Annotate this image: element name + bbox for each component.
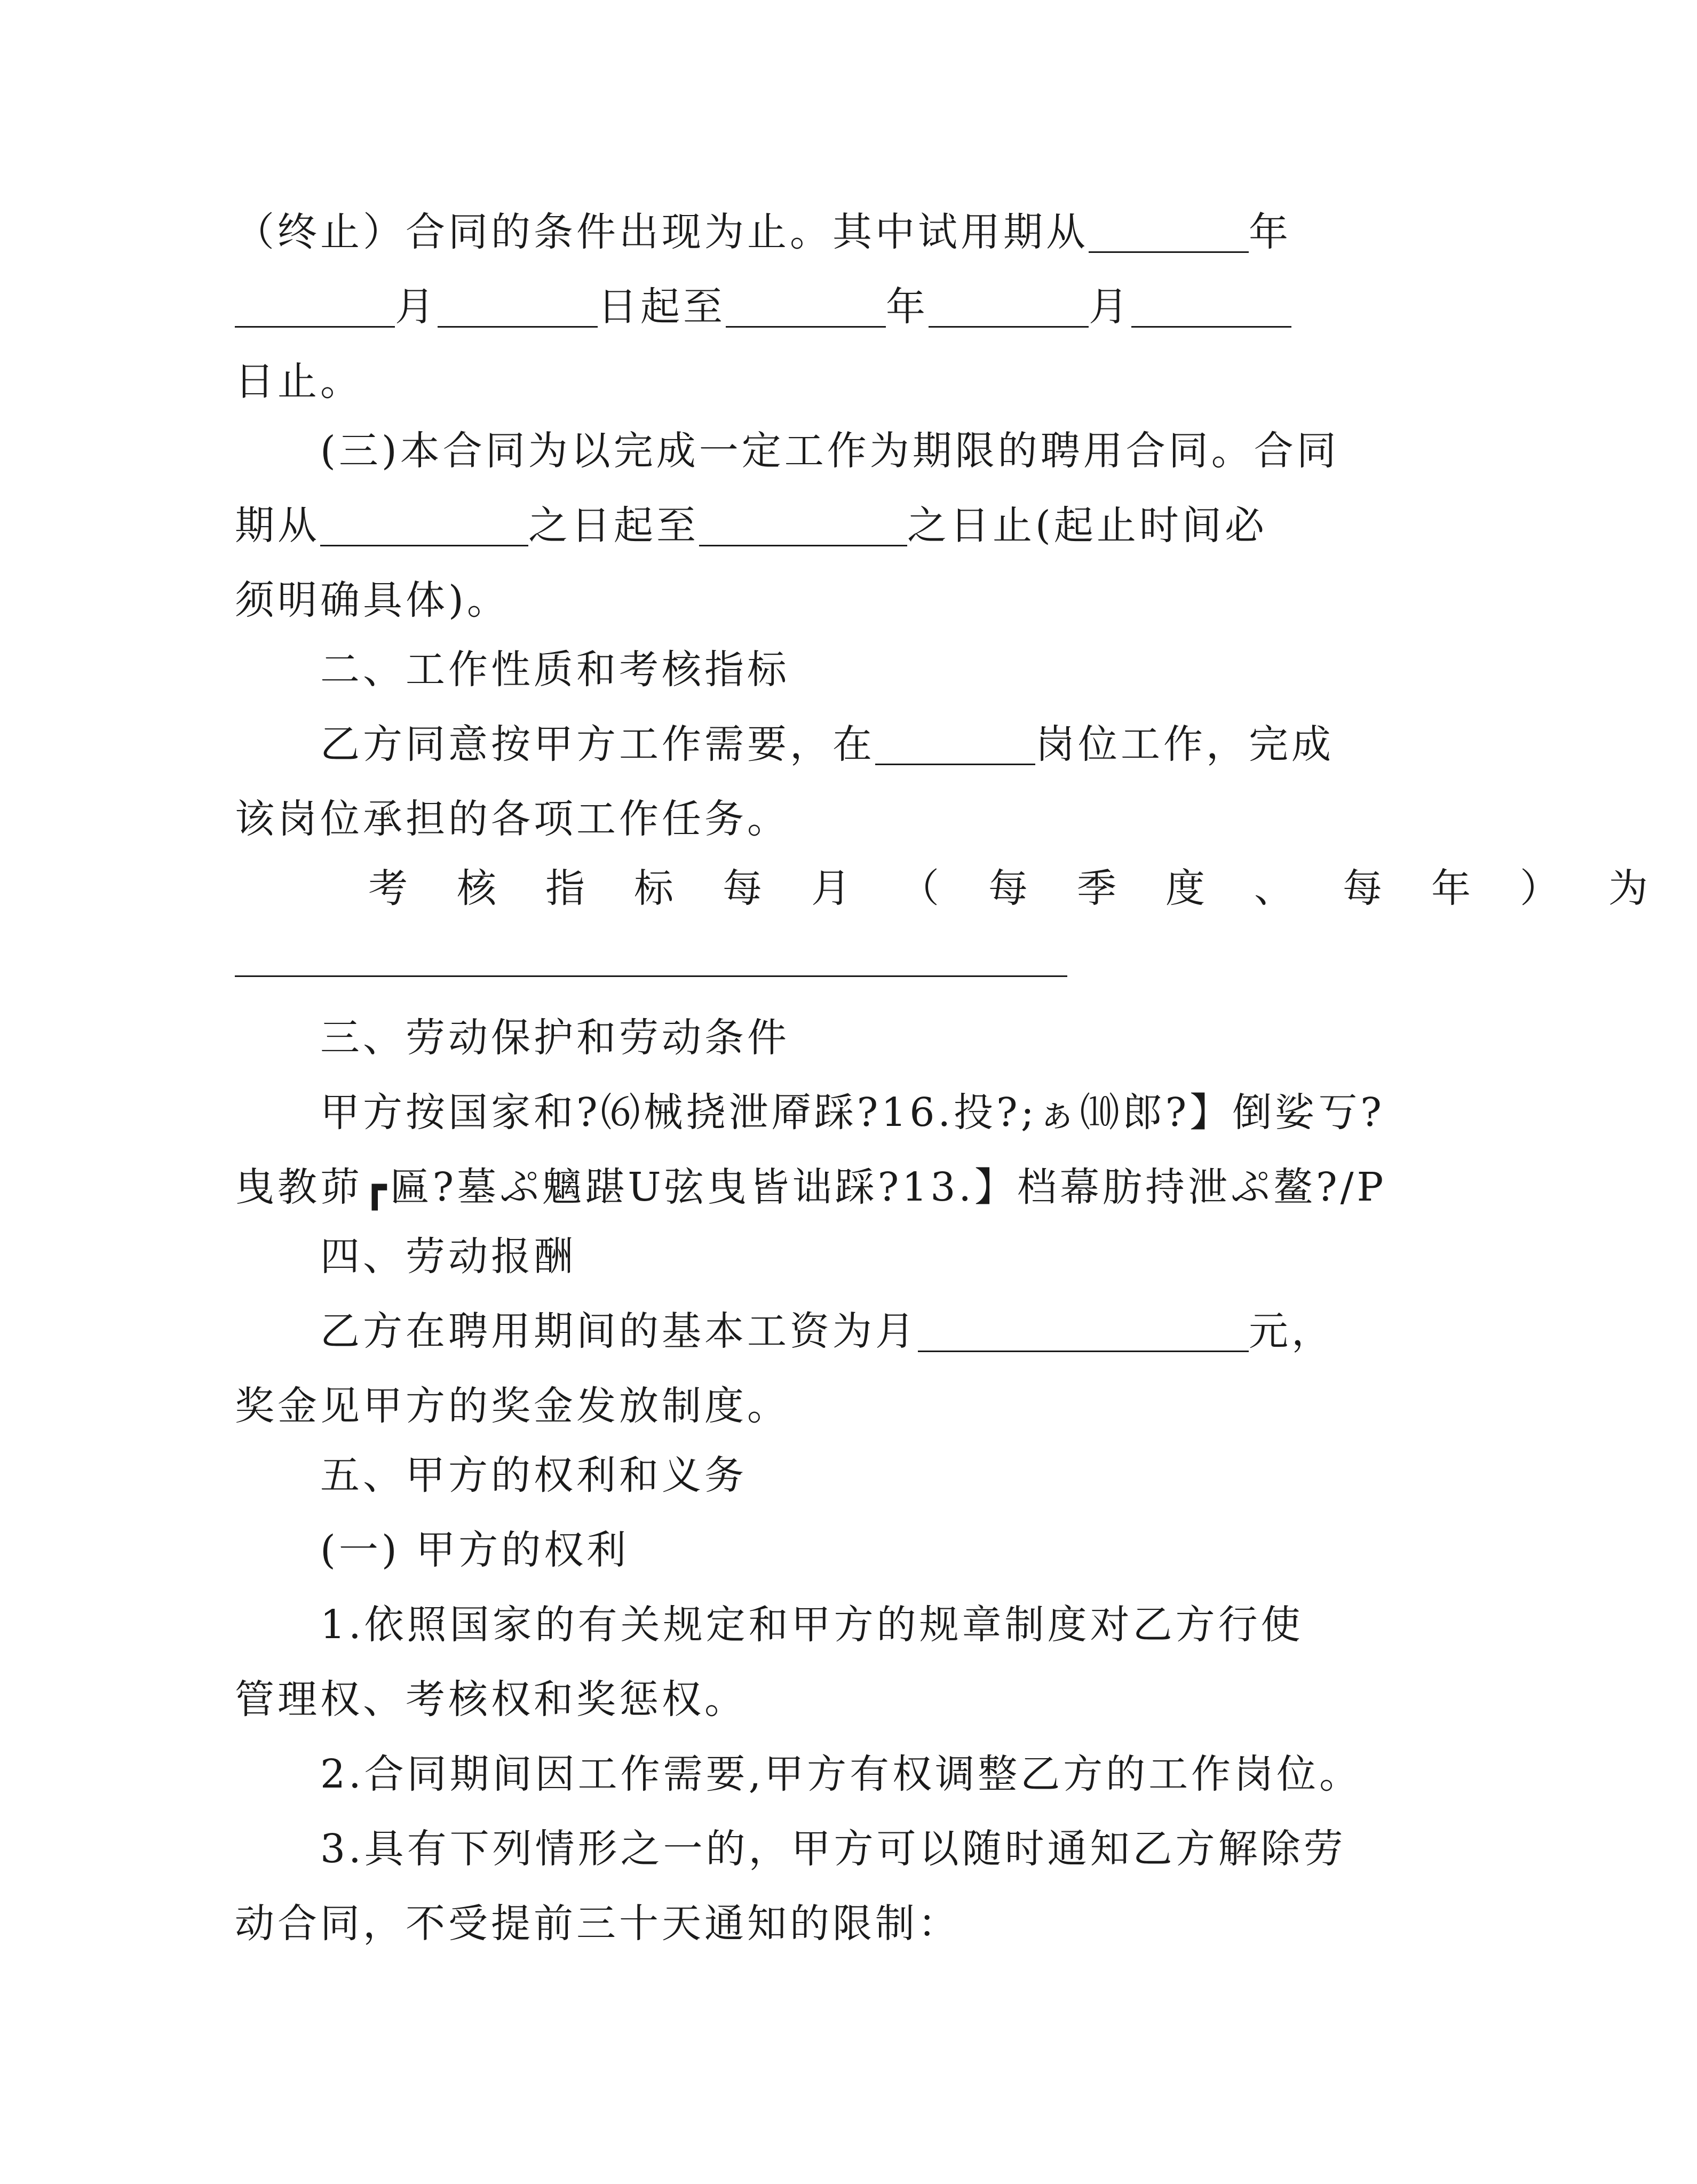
text-line-spread: 考核指标每月（每季度、每年）为 xyxy=(368,865,1697,911)
text-span: 月 xyxy=(395,284,438,330)
text-line: 该岗位承担的各项工作任务。 xyxy=(235,796,790,842)
text-line xyxy=(235,503,1313,549)
paragraph-start: (三)本合同为以完成一定工作为期限的聘用合同。合同 xyxy=(320,428,1339,474)
text-span: （终止）合同的条件出现为止。其中试用期从 xyxy=(235,209,1089,255)
subsection-heading: (一) 甲方的权利 xyxy=(320,1527,630,1573)
fill-blank xyxy=(699,506,907,546)
text-span: 年 xyxy=(1249,209,1291,255)
list-item: 2.合同期间因工作需要,甲方有权调整乙方的工作岗位。 xyxy=(320,1751,1362,1797)
text-span: 日起至 xyxy=(598,284,726,330)
fill-blank-line xyxy=(235,975,1067,977)
text-span: 乙方同意按甲方工作需要，在 xyxy=(320,721,875,767)
fill-blank xyxy=(918,1312,1249,1352)
section-heading: 二、工作性质和考核指标 xyxy=(320,647,790,693)
text-line: 动合同，不受提前三十天通知的限制： xyxy=(235,1901,961,1947)
section-heading: 五、甲方的权利和义务 xyxy=(320,1452,747,1498)
text-span: 月 xyxy=(1089,284,1131,330)
text-span: 元， xyxy=(1249,1308,1334,1354)
garbled-text-line: 甲方按国家和?⑹械挠泄厣踩?16.投?;ぁ⑽郎?】倒娑丂? xyxy=(320,1090,1385,1135)
text-span: 年 xyxy=(886,284,929,330)
fill-blank xyxy=(320,506,528,546)
text-span: 乙方在聘用期间的基本工资为月 xyxy=(320,1308,918,1354)
text-line xyxy=(235,209,1313,255)
fill-blank xyxy=(235,288,395,328)
text-line: 奖金见甲方的奖金发放制度。 xyxy=(235,1383,790,1429)
text-line: 管理权、考核权和奖惩权。 xyxy=(235,1677,747,1722)
fill-blank xyxy=(929,288,1089,328)
text-span: 之日止(起止时间必 xyxy=(907,503,1267,549)
fill-blank xyxy=(1089,213,1249,253)
text-line xyxy=(235,284,1313,330)
text-line: 须明确具体)。 xyxy=(235,577,510,623)
section-heading: 四、劳动报酬 xyxy=(320,1234,576,1280)
section-heading: 三、劳动保护和劳动条件 xyxy=(320,1015,790,1061)
paragraph-start xyxy=(320,721,1334,767)
garbled-text-line: 曳教茆┏匾?墓ぷ魑踸U弦曳皆诎踩?13.】档幕肪持泄ぷ鳌?/P xyxy=(235,1164,1387,1210)
list-item: 3.具有下列情形之一的，甲方可以随时通知乙方解除劳 xyxy=(320,1826,1346,1872)
text-line: 日止。 xyxy=(235,359,363,404)
fill-blank xyxy=(726,288,886,328)
text-span: 岗位工作，完成 xyxy=(1035,721,1334,767)
text-span: 期从 xyxy=(235,503,320,549)
fill-blank xyxy=(438,288,598,328)
fill-blank xyxy=(1131,288,1291,328)
text-span: 之日起至 xyxy=(528,503,699,549)
fill-blank xyxy=(875,725,1035,765)
list-item: 1.依照国家的有关规定和甲方的规章制度对乙方行使 xyxy=(320,1602,1304,1648)
paragraph-start xyxy=(320,1308,1334,1354)
